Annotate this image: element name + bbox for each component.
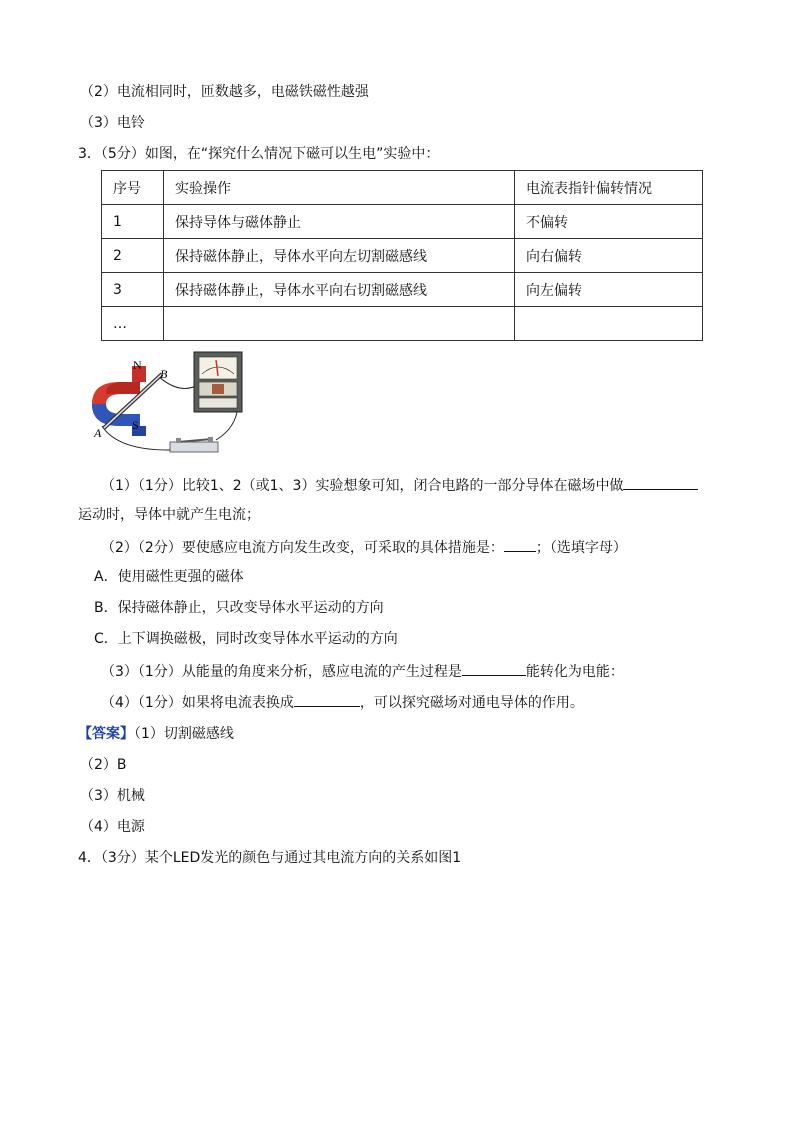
header-cell: 电流表指针偏转情况 xyxy=(515,171,703,205)
table-cell xyxy=(164,307,515,341)
answer-label: 【答案】 xyxy=(78,726,134,742)
sub3-text: （3）（1分）从能量的角度来分析，感应电流的产生过程是 xyxy=(101,664,462,680)
option-a: A．使用磁性更强的磁体 xyxy=(94,569,244,585)
table-cell: 保持导体与磁体静止 xyxy=(164,205,515,239)
table-row xyxy=(102,239,703,273)
header-cell: 实验操作 xyxy=(164,171,515,205)
table-row xyxy=(102,307,703,341)
sub2-hint: ；（选填字母） xyxy=(535,540,627,556)
option-c: C．上下调换磁极，同时改变导体水平运动的方向 xyxy=(94,631,398,647)
answer-3: （3）机械 xyxy=(80,788,145,804)
answer-line-3: （3）电铃 xyxy=(80,115,145,131)
fill-blank-4[interactable] xyxy=(294,691,360,707)
question-3-intro: 3．（5分）如图，在“探究什么情况下磁可以生电”实验中： xyxy=(78,146,440,162)
option-b: B．保持磁体静止，只改变导体水平运动的方向 xyxy=(94,600,384,616)
question-4-intro: 4．（3分）某个LED发光的颜色与通过其电流方向的关系如图1 xyxy=(78,850,462,866)
table-cell xyxy=(515,307,703,341)
table-row xyxy=(102,273,703,307)
sub4-text: （4）（1分）如果将电流表换成 xyxy=(101,695,294,711)
header-cell: 序号 xyxy=(102,171,164,205)
answer-2: （2）B xyxy=(80,757,127,773)
table-cell: 不偏转 xyxy=(515,205,703,239)
answer-block-line-1 xyxy=(78,724,234,744)
table-cell: … xyxy=(102,307,164,341)
induction-experiment-figure xyxy=(88,346,258,464)
switch xyxy=(170,437,218,452)
sub-question-3 xyxy=(101,660,624,682)
label-b: B xyxy=(160,367,168,381)
table-cell: 向左偏转 xyxy=(515,273,703,307)
sub-question-2 xyxy=(101,536,627,558)
table-cell: 保持磁体静止，导体水平向左切割磁感线 xyxy=(164,239,515,273)
label-s: S xyxy=(132,418,139,432)
table-cell: 2 xyxy=(102,239,164,273)
answer-4: （4）电源 xyxy=(80,819,145,835)
table-header-row xyxy=(102,171,703,205)
table-cell: 保持磁体静止，导体水平向右切割磁感线 xyxy=(164,273,515,307)
experiment-table xyxy=(101,170,703,341)
answer-line-2: （2）电流相同时，匝数越多，电磁铁磁性越强 xyxy=(80,84,369,100)
table-row xyxy=(102,205,703,239)
sub3-text-end: 能转化为电能： xyxy=(525,664,624,680)
fill-blank-1[interactable] xyxy=(623,474,698,490)
label-a: A xyxy=(94,426,102,440)
fill-blank-2[interactable] xyxy=(504,536,536,552)
fill-blank-3[interactable] xyxy=(462,660,526,676)
table-cell: 1 xyxy=(102,205,164,239)
sub-question-1 xyxy=(101,474,698,496)
sub1-text: （1）（1分）比较1、2（或1、3）实验想象可知，闭合电路的一部分导体在磁场中做 xyxy=(101,478,624,494)
table-cell: 向右偏转 xyxy=(515,239,703,273)
sub-question-4 xyxy=(101,691,584,713)
answer-1: （1）切割磁感线 xyxy=(134,726,234,742)
sub4-text-end: ，可以探究磁场对通电导体的作用。 xyxy=(359,695,584,711)
sub2-text: （2）（2分）要使感应电流方向发生改变，可采取的具体措施是： xyxy=(101,540,504,556)
label-n: N xyxy=(133,358,142,372)
table-cell: 3 xyxy=(102,273,164,307)
galvanometer xyxy=(194,352,242,412)
sub-question-1-cont: 运动时，导体中就产生电流； xyxy=(78,507,260,523)
